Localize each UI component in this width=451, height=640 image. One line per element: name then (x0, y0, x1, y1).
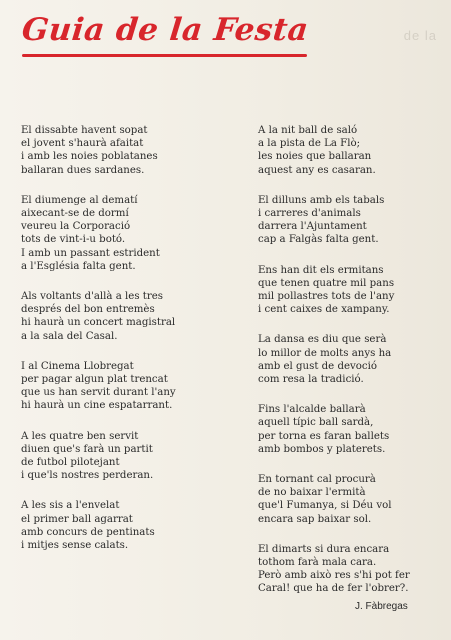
verse-line: i mitjes sense calats. (21, 540, 129, 552)
stanza (21, 124, 216, 177)
verse-line: aixecant-se de dormí (21, 208, 129, 220)
verse-line: encara sap baixar sol. (258, 513, 372, 525)
verse-line: tothom farà mala cara. (258, 557, 377, 569)
verse-line: A les quatre ben servit (21, 430, 139, 442)
stanza (258, 194, 448, 247)
verse-line: aquell típic ball sardà, (258, 417, 374, 429)
verse-line: En tornant cal procurà (258, 474, 376, 486)
verse-line: com resa la tradició. (258, 374, 364, 386)
verse-line: El dilluns amb els tabals (258, 194, 385, 206)
verse-line: a la sala del Casal. (21, 330, 118, 342)
verse-line: ballaran dues sardanes. (21, 164, 145, 176)
verse-line: per torna es faran ballets (258, 430, 390, 442)
verse-line: I al Cinema Llobregat (21, 360, 134, 372)
verse-line: per pagar algun plat trencat (21, 374, 168, 386)
poem-left-column (21, 124, 216, 569)
verse-line: amb concurs de pentinats (21, 526, 155, 538)
verse-line: cap a Falgàs falta gent. (258, 234, 379, 246)
verse-line: A la nit ball de saló (258, 125, 358, 136)
verse-line: de no baixar l'ermità (258, 487, 366, 499)
verse-line: A les sis a l'envelat (21, 500, 120, 512)
verse-line: i carreres d'animals (258, 208, 361, 220)
verse-line: diuen que's farà un partit (21, 443, 153, 455)
verse-line: El dimarts si dura encara (258, 543, 390, 555)
verse-line: El diumenge al dematí (21, 194, 138, 206)
page-title: Guia de la Festa (20, 12, 311, 48)
verse-line: amb el gust de devoció (258, 360, 377, 372)
verse-line: que us han servit durant l'any (21, 387, 176, 399)
verse-line: Però amb això res s'hi pot fer (258, 570, 410, 582)
author-signature: J. Fàbregas (355, 601, 408, 612)
stanza (21, 290, 216, 343)
verse-line: i que'ls nostres perderan. (21, 470, 154, 482)
verse-line: hi haurà un cine espatarrant. (21, 400, 173, 412)
verse-line: Fins l'alcalde ballarà (258, 404, 366, 416)
verse-line: mil pollastres tots de l'any (258, 291, 395, 303)
verse-line: La dansa es diu que serà (258, 334, 387, 346)
verse-line: a la pista de La Flò; (258, 138, 361, 150)
verse-line: a l'Església falta gent. (21, 260, 136, 272)
verse-line: El dissabte havent sopat (21, 125, 148, 136)
stanza (258, 543, 448, 596)
verse-line: el primer ball agarrat (21, 513, 133, 525)
stanza (258, 403, 448, 456)
verse-line: de futbol pilotejant (21, 457, 120, 469)
verse-line: aquest any es casaran. (258, 164, 376, 176)
verse-line: lo millor de molts anys ha (258, 347, 392, 359)
stanza (258, 333, 448, 386)
verse-line: les noies que ballaran (258, 151, 372, 163)
stanza (258, 473, 448, 526)
verse-line: darrera l'Ajuntament (258, 221, 367, 233)
stanza (258, 264, 448, 317)
verse-line: que tenen quatre mil pans (258, 277, 395, 289)
bleed-through-text: de la (403, 28, 437, 43)
verse-line: tots de vint-i-u botó. (21, 234, 126, 246)
verse-line: veureu la Corporació (21, 221, 131, 233)
poem-right-column (258, 124, 448, 613)
stanza (21, 430, 216, 483)
stanza (21, 194, 216, 273)
verse-line: el jovent s'haurà afaitat (21, 138, 144, 150)
title-underline (22, 54, 307, 57)
verse-line: Als voltants d'allà a les tres (21, 291, 164, 303)
stanza (21, 360, 216, 413)
verse-line: i amb les noies poblatanes (21, 151, 158, 163)
verse-line: Ens han dit els ermitans (258, 264, 384, 276)
verse-line: després del bon entremès (21, 304, 155, 316)
verse-line: I amb un passant estrident (21, 247, 160, 259)
stanza (258, 124, 448, 177)
verse-line: Caral! que ha de fer l'obrer?. (258, 583, 409, 595)
verse-line: hi haurà un concert magistral (21, 317, 176, 329)
verse-line: i cent caixes de xampany. (258, 304, 390, 316)
verse-line: que'l Fumanya, si Déu vol (258, 500, 392, 512)
verse-line: amb bombos y platerets. (258, 443, 386, 455)
stanza (21, 499, 216, 552)
